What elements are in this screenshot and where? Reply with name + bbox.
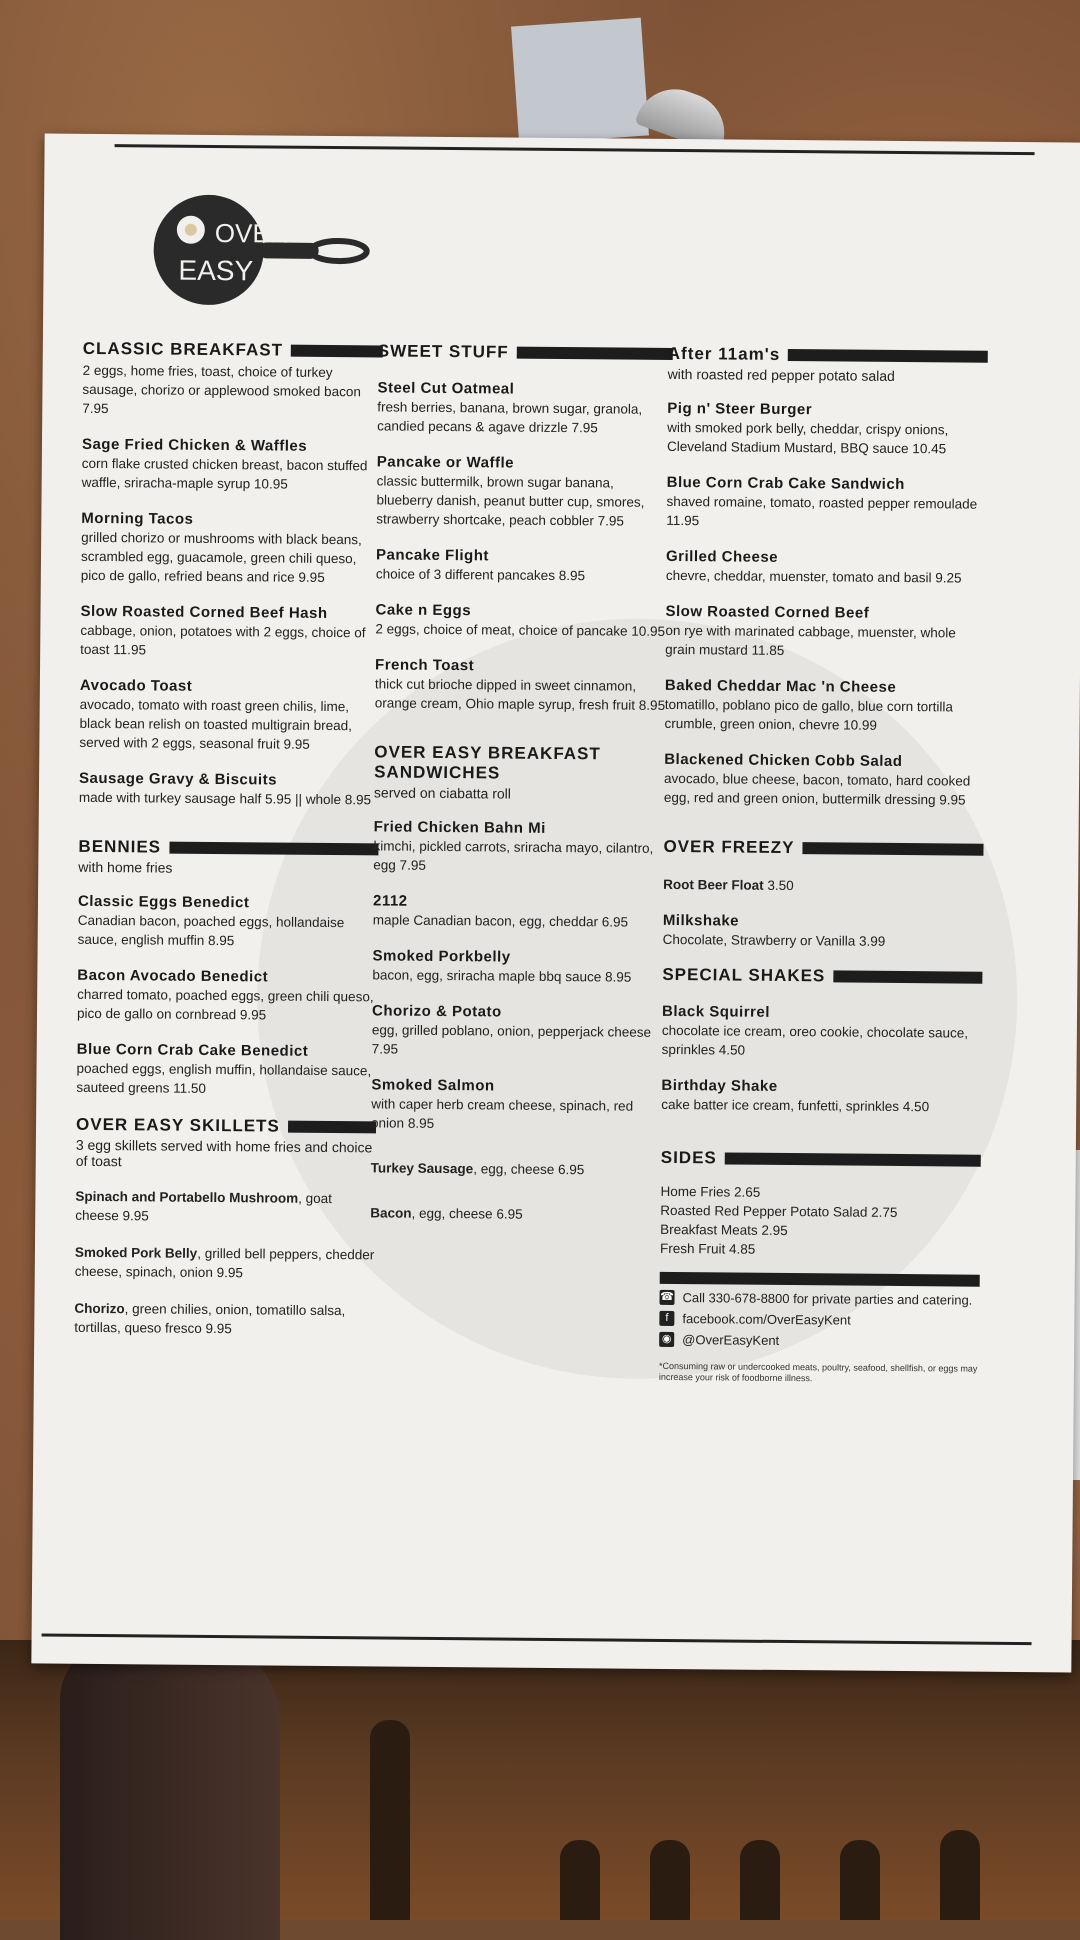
item-name: Blue Corn Crab Cake Sandwich bbox=[667, 474, 987, 495]
item-name: French Toast bbox=[375, 656, 670, 677]
over-freezy-list bbox=[663, 875, 984, 952]
section-title: SPECIAL SHAKES bbox=[662, 965, 825, 986]
menu-item bbox=[377, 379, 672, 438]
section-bar bbox=[288, 1121, 376, 1134]
item-desc: shaved romaine, tomato, roasted pepper remoulade 11.95 bbox=[666, 492, 986, 533]
item-name: Slow Roasted Corned Beef bbox=[665, 603, 985, 624]
chair-slat bbox=[740, 1840, 780, 1920]
logo-line2: EASY bbox=[178, 255, 253, 287]
instagram-text: @OverEasyKent bbox=[682, 1332, 779, 1348]
item-name: Bacon Avocado Benedict bbox=[77, 967, 377, 988]
chair-slat bbox=[840, 1840, 880, 1920]
item-name: Spinach and Portabello Mushroom bbox=[75, 1189, 298, 1206]
facebook-line bbox=[659, 1311, 979, 1329]
section-title: SIDES bbox=[661, 1148, 717, 1168]
facebook-icon: f bbox=[659, 1311, 674, 1326]
item-name: Smoked Porkbelly bbox=[372, 947, 667, 968]
item-desc: on rye with marinated cabbage, muenster, whole grain mustard 11.85 bbox=[665, 621, 985, 662]
food-safety-disclaimer: *Consuming raw or undercooked meats, poultry, seafood, shellfish, or eggs may increase your risk of foodborne illness. bbox=[659, 1361, 979, 1386]
menu-sheet bbox=[31, 133, 1080, 1672]
section-header bbox=[374, 742, 669, 785]
item-name: Avocado Toast bbox=[80, 677, 380, 698]
menu-item bbox=[661, 1077, 981, 1117]
item-name: Blackened Chicken Cobb Salad bbox=[664, 751, 984, 772]
item-name: Pancake Flight bbox=[376, 546, 671, 567]
section-header bbox=[668, 344, 988, 367]
chair-slat bbox=[940, 1830, 980, 1920]
menu-item bbox=[373, 818, 668, 877]
item-name: Milkshake bbox=[663, 912, 983, 933]
item-name: Blue Corn Crab Cake Benedict bbox=[77, 1041, 377, 1062]
bennies-list bbox=[76, 893, 378, 1100]
item-name: Turkey Sausage bbox=[371, 1160, 474, 1176]
item-desc: poached eggs, english muffin, hollandaise sauce, sauteed greens 11.50 bbox=[76, 1059, 376, 1100]
top-rule bbox=[115, 144, 1035, 155]
napkin bbox=[511, 18, 649, 145]
item-desc: choice of 3 different pancakes 8.95 bbox=[376, 564, 671, 586]
item-desc: egg, grilled poblano, onion, pepperjack cheese 7.95 bbox=[372, 1020, 667, 1061]
section-header bbox=[76, 1115, 376, 1138]
logo-line1: OVER bbox=[215, 218, 289, 249]
menu-item bbox=[667, 400, 987, 459]
column-left bbox=[74, 339, 383, 1340]
item-desc: 3.50 bbox=[764, 878, 794, 893]
side-item: Home Fries 2.65 bbox=[660, 1182, 980, 1204]
item-desc: , egg, cheese 6.95 bbox=[411, 1206, 522, 1222]
chair-slat bbox=[650, 1840, 690, 1920]
section-title: SWEET STUFF bbox=[378, 341, 509, 362]
item-desc: chocolate ice cream, oreo cookie, chocolate sauce, sprinkles 4.50 bbox=[662, 1021, 982, 1062]
section-header bbox=[378, 341, 673, 364]
menu-item bbox=[665, 603, 985, 662]
menu-item bbox=[375, 601, 670, 641]
item-name: Bacon bbox=[370, 1205, 411, 1220]
sandwiches-list bbox=[370, 818, 669, 1225]
column-right bbox=[659, 344, 988, 1386]
menu-item bbox=[373, 892, 668, 932]
person-arm bbox=[60, 1640, 280, 1940]
section-title: BENNIES bbox=[78, 837, 161, 858]
item-name: Smoked Salmon bbox=[371, 1076, 666, 1097]
facebook-text: facebook.com/OverEasyKent bbox=[682, 1311, 850, 1327]
phone-icon: ☎ bbox=[659, 1290, 674, 1305]
menu-item bbox=[664, 751, 984, 810]
menu-item bbox=[79, 770, 379, 810]
side-item: Breakfast Meats 2.95 bbox=[660, 1220, 980, 1242]
menu-item bbox=[371, 1076, 666, 1135]
side-item: Roasted Red Pepper Potato Salad 2.75 bbox=[660, 1201, 980, 1223]
menu-item bbox=[663, 875, 983, 897]
menu-item bbox=[370, 1203, 665, 1225]
menu-item bbox=[666, 474, 986, 533]
section-intro: 2 eggs, home fries, toast, choice of turkey sausage, chorizo or applewood smoked bacon 7.95 bbox=[82, 361, 382, 421]
phone-text: Call 330-678-8800 for private parties and catering. bbox=[682, 1290, 972, 1308]
section-title: OVER EASY SKILLETS bbox=[76, 1115, 280, 1137]
item-name: Morning Tacos bbox=[81, 510, 381, 531]
sides-list bbox=[660, 1182, 981, 1261]
item-desc: kimchi, pickled carrots, sriracha mayo, cilantro, egg 7.95 bbox=[373, 836, 668, 877]
item-desc: chevre, cheddar, muenster, tomato and basil 9.25 bbox=[666, 566, 986, 588]
item-name: Pancake or Waffle bbox=[377, 453, 672, 474]
item-desc: with smoked pork belly, cheddar, crispy onions, Cleveland Stadium Mustard, BBQ sauce 10.45 bbox=[667, 418, 987, 459]
item-desc: fresh berries, banana, brown sugar, granola, candied pecans & agave drizzle 7.95 bbox=[377, 397, 672, 438]
after-11-list bbox=[664, 400, 988, 810]
item-name: Fried Chicken Bahn Mi bbox=[374, 818, 669, 839]
phone-line bbox=[659, 1290, 979, 1308]
item-desc: Canadian bacon, poached eggs, hollandaise sauce, english muffin 8.95 bbox=[78, 911, 378, 952]
bottom-rule bbox=[42, 1634, 1032, 1646]
section-header bbox=[661, 1148, 981, 1171]
item-name: Baked Cheddar Mac 'n Cheese bbox=[665, 677, 985, 698]
item-name: Classic Eggs Benedict bbox=[78, 893, 378, 914]
item-desc: corn flake crusted chicken breast, bacon stuffed waffle, sriracha-maple syrup 10.95 bbox=[82, 454, 382, 495]
item-desc: , green chilies, onion, tomatillo salsa, tortillas, queso fresco 9.95 bbox=[74, 1301, 345, 1336]
over-easy-logo bbox=[148, 189, 379, 311]
chair-slat bbox=[370, 1720, 410, 1920]
section-header bbox=[83, 339, 383, 362]
item-name: Chorizo bbox=[74, 1301, 124, 1316]
sweet-stuff-list bbox=[375, 379, 673, 715]
section-title: After 11am's bbox=[668, 344, 781, 365]
item-name: Pig n' Steer Burger bbox=[667, 400, 987, 421]
section-subtitle: with roasted red pepper potato salad bbox=[668, 366, 988, 385]
item-desc: cake batter ice cream, funfetti, sprinkles 4.50 bbox=[661, 1095, 981, 1117]
menu-item bbox=[81, 510, 382, 588]
menu-item bbox=[79, 677, 380, 755]
section-title: CLASSIC BREAKFAST bbox=[83, 339, 283, 361]
item-name: Sausage Gravy & Biscuits bbox=[79, 770, 379, 791]
menu-item bbox=[82, 436, 382, 495]
footer-bar bbox=[660, 1272, 980, 1287]
menu-item bbox=[371, 1158, 666, 1180]
section-header bbox=[662, 965, 982, 988]
item-desc: bacon, egg, sriracha maple bbq sauce 8.95 bbox=[372, 965, 667, 987]
section-bar bbox=[802, 842, 983, 856]
item-desc: , grilled bell peppers, chedder cheese, spinach, onion 9.95 bbox=[75, 1246, 375, 1280]
menu-item bbox=[372, 1002, 667, 1061]
item-name: Smoked Pork Belly bbox=[75, 1245, 197, 1261]
item-name: Cake n Eggs bbox=[375, 601, 670, 622]
menu-item bbox=[75, 1187, 375, 1228]
skillets-list bbox=[74, 1187, 375, 1340]
menu-item bbox=[76, 1041, 376, 1100]
item-desc: , goat cheese 9.95 bbox=[75, 1191, 332, 1224]
section-title: OVER EASY BREAKFAST SANDWICHES bbox=[374, 742, 661, 785]
section-subtitle: 3 egg skillets served with home fries and choice of toast bbox=[76, 1137, 376, 1172]
item-desc: thick cut brioche dipped in sweet cinnamon, orange cream, Ohio maple syrup, fresh fruit 8.95 bbox=[375, 674, 670, 715]
item-desc: charred tomato, poached eggs, green chili queso, pico de gallo on cornbread 9.95 bbox=[77, 985, 377, 1026]
section-bar bbox=[291, 345, 383, 358]
section-bar bbox=[833, 970, 982, 983]
item-desc: Chocolate, Strawberry or Vanilla 3.99 bbox=[663, 930, 983, 952]
menu-item bbox=[75, 1243, 375, 1284]
item-name: Sage Fried Chicken & Waffles bbox=[82, 436, 382, 457]
section-subtitle: served on ciabatta roll bbox=[374, 784, 669, 803]
menu-item bbox=[664, 677, 984, 736]
item-name: Root Beer Float bbox=[663, 877, 764, 893]
classic-breakfast-list bbox=[79, 436, 382, 810]
item-desc: with caper herb cream cheese, spinach, red onion 8.95 bbox=[371, 1094, 666, 1135]
menu-item bbox=[74, 1299, 374, 1340]
section-subtitle: with home fries bbox=[78, 859, 378, 878]
item-name: Birthday Shake bbox=[661, 1077, 981, 1098]
item-name: 2112 bbox=[373, 892, 668, 913]
menu-item bbox=[372, 947, 667, 987]
item-name: Black Squirrel bbox=[662, 1003, 982, 1024]
item-desc: tomatillo, poblano pico de gallo, blue corn tortilla crumble, green onion, chevre 10.99 bbox=[664, 695, 984, 736]
section-bar bbox=[725, 1152, 981, 1166]
chair-slat bbox=[560, 1840, 600, 1920]
item-desc: classic buttermilk, brown sugar banana, blueberry danish, peanut butter cup, smores, strawberry shortcake, peach cobbler 7.95 bbox=[376, 471, 671, 531]
item-desc: cabbage, onion, potatoes with 2 eggs, choice of toast 11.95 bbox=[80, 621, 380, 662]
section-header bbox=[663, 837, 983, 860]
item-desc: , egg, cheese 6.95 bbox=[473, 1161, 584, 1177]
item-desc: grilled chorizo or mushrooms with black beans, scrambled egg, guacamole, green chili queso, pico de gallo, refried beans and rice 9.95 bbox=[81, 528, 381, 588]
menu-item bbox=[662, 1003, 982, 1062]
menu-item bbox=[666, 548, 986, 588]
special-shakes-list bbox=[661, 1003, 982, 1117]
instagram-line bbox=[659, 1332, 979, 1350]
item-name: Steel Cut Oatmeal bbox=[377, 379, 672, 400]
menu-item bbox=[663, 912, 983, 952]
side-item: Fresh Fruit 4.85 bbox=[660, 1239, 980, 1261]
section-bar bbox=[169, 842, 379, 856]
menu-item bbox=[375, 656, 670, 715]
menu-item bbox=[376, 546, 671, 586]
section-bar bbox=[788, 349, 988, 363]
section-title: OVER FREEZY bbox=[663, 837, 794, 858]
item-desc: avocado, blue cheese, bacon, tomato, hard cooked egg, red and green onion, buttermilk dressing 9.95 bbox=[664, 769, 984, 810]
menu-item bbox=[80, 603, 380, 662]
item-desc: 2 eggs, choice of meat, choice of pancake 10.95 bbox=[375, 619, 670, 641]
item-name: Slow Roasted Corned Beef Hash bbox=[80, 603, 380, 624]
menu-item bbox=[78, 893, 378, 952]
section-header bbox=[78, 837, 378, 860]
item-name: Chorizo & Potato bbox=[372, 1002, 667, 1023]
menu-item bbox=[77, 967, 377, 1026]
item-name: Grilled Cheese bbox=[666, 548, 986, 569]
item-desc: avocado, tomato with roast green chilis, lime, black bean relish on toasted multigrain bread, served with 2 eggs, seasonal fruit 9.95 bbox=[79, 695, 379, 755]
item-desc: maple Canadian bacon, egg, cheddar 6.95 bbox=[373, 910, 668, 932]
menu-item bbox=[376, 453, 672, 531]
column-middle bbox=[370, 341, 673, 1225]
item-desc: made with turkey sausage half 5.95 || whole 8.95 bbox=[79, 788, 379, 810]
instagram-icon: ◉ bbox=[659, 1332, 674, 1347]
section-bar bbox=[517, 347, 673, 360]
